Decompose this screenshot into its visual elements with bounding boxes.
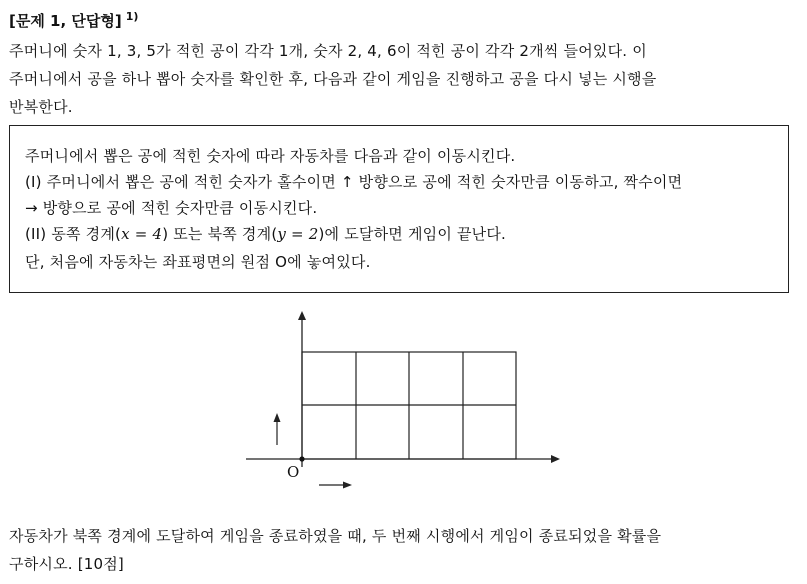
intro-line-1: 주머니에 숫자 1, 3, 5가 적힌 공이 각각 1개, 숫자 2, 4, 6이 적힌 공이 각각 2개씩 들어있다. 이 [9, 42, 647, 60]
y-axis-arrowhead-icon [298, 311, 306, 320]
rule-line-4-mid: ) 또는 북쪽 경계( [162, 225, 278, 243]
up-direction-arrow-icon [274, 413, 281, 445]
rule-line-4-post: )에 도달하면 게임이 끝난다. [318, 225, 507, 243]
east-boundary-equation: x = 4 [121, 225, 163, 243]
x-axis-arrowhead-icon [551, 455, 560, 463]
problem-title-text: [문제 1, 단답형] [9, 12, 122, 30]
intro-line-3: 반복한다. [9, 98, 73, 116]
question-line-1: 자동차가 북쪽 경계에 도달하여 게임을 종료하였을 때, 두 번째 시행에서 게임이 종료되었을 확률을 [9, 527, 662, 545]
intro-line-2: 주머니에서 공을 하나 뽑아 숫자를 확인한 후, 다음과 같이 게임을 진행하고 공을 다시 넣는 시행을 [9, 70, 657, 88]
right-direction-arrow-icon [319, 482, 352, 489]
axes [246, 311, 560, 467]
footnote-marker: 1) [125, 10, 139, 23]
coordinate-grid-figure [240, 305, 570, 495]
rule-line-3: → 방향으로 공에 적힌 숫자만큼 이동시킨다. [25, 199, 318, 217]
rule-line-5: 단, 처음에 자동차는 좌표평면의 원점 O에 놓여있다. [25, 253, 371, 271]
rule-line-1: 주머니에서 뽑은 공에 적힌 숫자에 따라 자동차를 다음과 같이 이동시킨다. [25, 147, 516, 165]
grid-lines [302, 352, 516, 459]
rule-line-2: (I) 주머니에서 뽑은 공에 적힌 숫자가 홀수이면 ↑ 방향으로 공에 적힌 숫자만큼 이동하고, 짝수이면 [25, 173, 683, 191]
rule-line-4-pre: (II) 동쪽 경계( [25, 225, 122, 243]
question-line-2: 구하시오. [10점] [9, 555, 124, 573]
rule-line-4 [25, 223, 506, 245]
rules-box [9, 125, 789, 293]
origin-label: O [287, 463, 300, 481]
origin-point [299, 456, 304, 461]
north-boundary-equation: y = 2 [277, 225, 319, 243]
problem-title [9, 10, 138, 31]
